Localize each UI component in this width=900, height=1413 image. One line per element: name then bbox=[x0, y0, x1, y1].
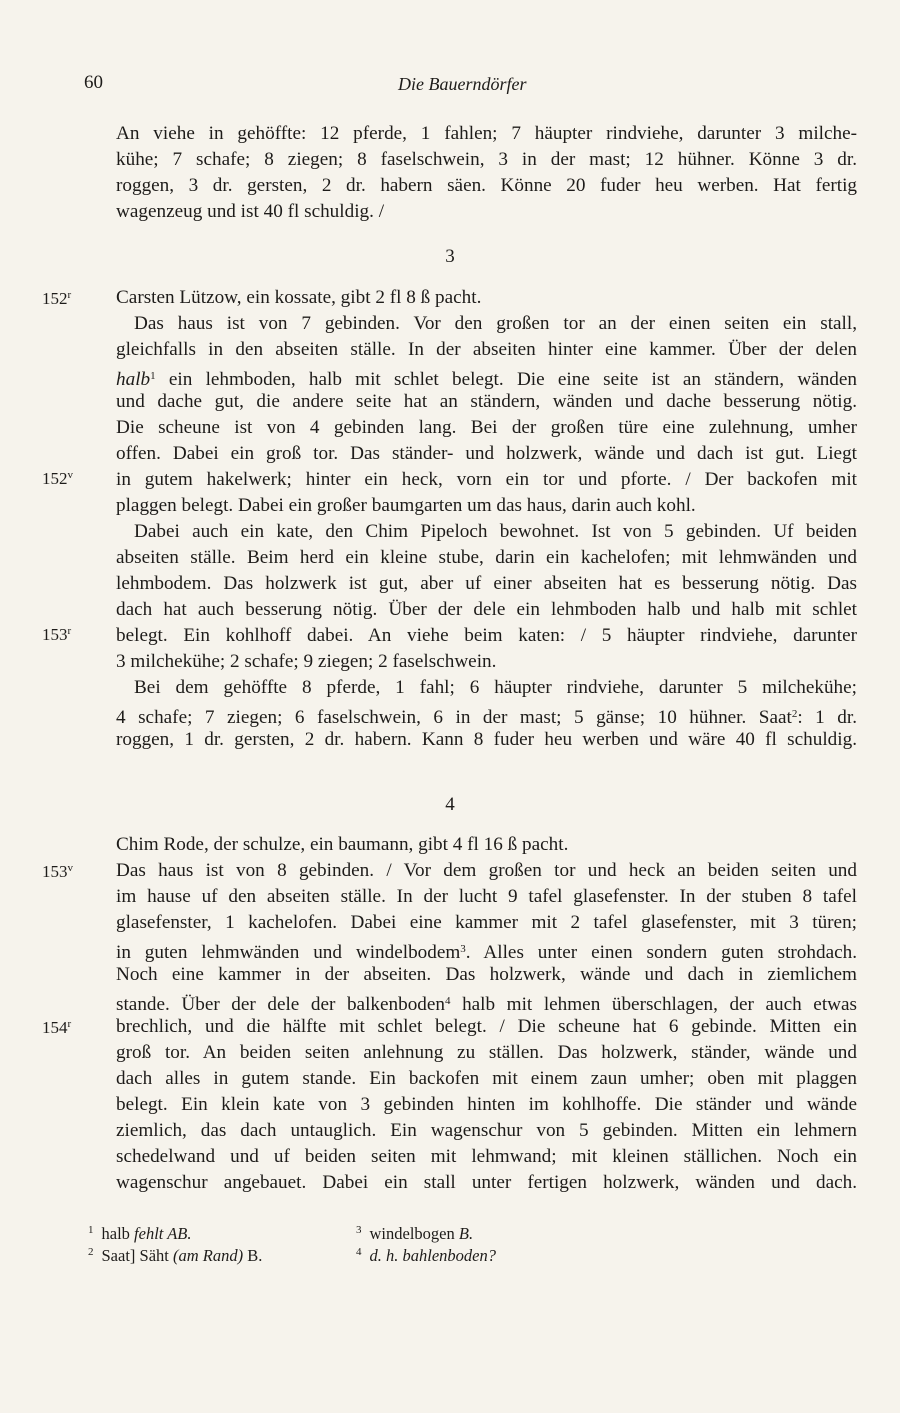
text-line: belegt. Ein kohlhoff dabei. An viehe beim katen: / 5 häupter rindviehe, darunter bbox=[116, 625, 857, 646]
text-fragment: stande. Über der dele der balkenboden bbox=[116, 994, 445, 1015]
margin-folio-note: 152$^v$ bbox=[42, 469, 73, 488]
text-line: roggen, 3 dr. gersten, 2 dr. habern säen. Könne 20 fuder heu werben. Hat fertig bbox=[116, 175, 857, 196]
footnote-marker: 1 bbox=[150, 370, 156, 382]
text-fragment: : 1 dr. bbox=[797, 707, 857, 728]
margin-folio-note: 154$^r$ bbox=[42, 1018, 72, 1037]
text-line: plaggen belegt. Dabei ein großer baumgarten um das haus, darin auch kohl. bbox=[116, 495, 696, 516]
running-title: Die Bauerndörfer bbox=[398, 74, 527, 94]
footnote-3: $^3$ windelbogen B. bbox=[356, 1224, 474, 1243]
text-line: im hause uf den abseiten ställe. In der lucht 9 tafel glasefenster. In der stuben 8 tafel bbox=[116, 886, 857, 907]
text-line: Dabei auch ein kate, den Chim Pipeloch bewohnet. Ist von 5 gebinden. Uf beiden bbox=[134, 521, 857, 542]
text-line: ziemlich, das dach untauglich. Ein wagenschur von 5 gebinden. Mitten ein lehmern bbox=[116, 1120, 857, 1141]
text-line bbox=[116, 936, 857, 962]
paragraph-block1 bbox=[116, 121, 857, 225]
text-line bbox=[116, 363, 857, 389]
text-line: wagenschur angebauet. Dabei ein stall unter fertigen holzwerk, wänden und dach. bbox=[116, 1172, 857, 1193]
text-line: Carsten Lützow, ein kossate, gibt 2 fl 8 ß pacht. bbox=[116, 287, 482, 308]
footnote-marker: 3 bbox=[460, 943, 466, 955]
text-line: brechlich, und die hälfte mit schlet belegt. / Die scheune hat 6 gebinde. Mitten ein bbox=[116, 1016, 857, 1037]
footnote-marker: 2 bbox=[791, 708, 798, 720]
text-line: Noch eine kammer in der abseiten. Das holzwerk, wände und dach in ziemlichem bbox=[116, 964, 857, 985]
footnote-marker: 4 bbox=[445, 995, 451, 1007]
section-3-text bbox=[116, 285, 857, 753]
text-line: offen. Dabei ein groß tor. Das ständer- und holzwerk, wände und dach ist gut. Liegt bbox=[116, 443, 857, 464]
text-line: und dache gut, die andere seite hat an ständern, wänden und dache besserung nötig. bbox=[116, 391, 857, 412]
text-line: roggen, 1 dr. gersten, 2 dr. habern. Kann 8 fuder heu werben und wäre 40 fl schuldig. bbox=[116, 729, 857, 750]
text-fragment: 4 schafe; 7 ziegen; 6 faselschwein, 6 in der mast; 5 gänse; 10 hühner. Saat bbox=[116, 707, 792, 728]
text-fragment: in guten lehmwänden und windelbodem bbox=[116, 942, 461, 963]
section-number-4: 4 bbox=[445, 794, 455, 815]
footnote-2: $^2$ Saat] Säht (am Rand) B. bbox=[88, 1246, 263, 1265]
text-line: gleichfalls in den abseiten ställe. In der abseiten hinter eine kammer. Über der delen bbox=[116, 339, 857, 360]
text-line: in gutem hakelwerk; hinter ein heck, vorn ein tor und pforte. / Der backofen mit bbox=[116, 469, 857, 490]
text-line: Die scheune ist von 4 gebinden lang. Bei der großen türe eine zulehnung, umher bbox=[116, 417, 857, 438]
text-line: belegt. Ein klein kate von 3 gebinden hinten im kohlhoffe. Die ständer und wände bbox=[116, 1094, 857, 1115]
text-line: kühe; 7 schafe; 8 ziegen; 8 faselschwein, 3 in der mast; 12 hühner. Könne 3 dr. bbox=[116, 149, 857, 170]
text-line: dach alles in gutem stande. Ein backofen mit einem zaun umher; oben mit plaggen bbox=[116, 1068, 857, 1089]
text-line: schedelwand und uf beiden seiten mit lehmwand; mit kleinen ställichen. Noch ein bbox=[116, 1146, 857, 1167]
page-number: 60 bbox=[84, 72, 103, 93]
margin-folio-note: 153$^r$ bbox=[42, 625, 72, 644]
footnote-1: $^1$ halb fehlt AB. bbox=[88, 1224, 192, 1243]
footnote-4: $^4$ d. h. bahlenboden? bbox=[356, 1246, 496, 1265]
section-number-3: 3 bbox=[445, 246, 455, 267]
text-line: An viehe in gehöffte: 12 pferde, 1 fahlen; 7 häupter rindviehe, darunter 3 milche- bbox=[116, 123, 857, 144]
word-halb: halb bbox=[116, 369, 151, 390]
text-line: 3 milchekühe; 2 schafe; 9 ziegen; 2 faselschwein. bbox=[116, 651, 497, 672]
text-line: groß tor. An beiden seiten anlehnung zu ställen. Das holzwerk, ständer, wände und bbox=[116, 1042, 857, 1063]
text-line: glasefenster, 1 kachelofen. Dabei eine kammer mit 2 tafel glasefenster, mit 3 türen; bbox=[116, 912, 857, 933]
section-4-text bbox=[116, 832, 857, 1196]
margin-folio-note: 152$^r$ bbox=[42, 289, 72, 308]
text-line: Das haus ist von 8 gebinden. / Vor dem großen tor und heck an beiden seiten und bbox=[116, 860, 857, 881]
text-line bbox=[116, 701, 857, 727]
text-fragment: . Alles unter einen sondern guten strohdach. bbox=[465, 942, 857, 963]
text-line bbox=[116, 988, 857, 1014]
text-line: Das haus ist von 7 gebinden. Vor den großen tor an der einen seiten ein stall, bbox=[134, 313, 857, 334]
margin-folio-note: 153$^v$ bbox=[42, 862, 73, 881]
text-line: dach hat auch besserung nötig. Über der dele ein lehmboden halb und halb mit schlet bbox=[116, 599, 857, 620]
text-fragment: ein lehmboden, halb mit schlet belegt. Die eine seite ist an ständern, wänden bbox=[155, 369, 857, 390]
text-line: wagenzeug und ist 40 fl schuldig. / bbox=[116, 201, 385, 222]
text-line: lehmbodem. Das holzwerk ist gut, aber uf einer abseiten hat es besserung nötig. Das bbox=[116, 573, 857, 594]
text-line: abseiten ställe. Beim herd ein kleine stube, darin ein kachelofen; mit lehmwänden und bbox=[116, 547, 857, 568]
text-line: Bei dem gehöffte 8 pferde, 1 fahl; 6 häupter rindviehe, darunter 5 milchekühe; bbox=[134, 677, 857, 698]
text-line: Chim Rode, der schulze, ein baumann, gibt 4 fl 16 ß pacht. bbox=[116, 834, 569, 855]
text-fragment: halb mit lehmen überschlagen, der auch etwas bbox=[450, 994, 857, 1015]
